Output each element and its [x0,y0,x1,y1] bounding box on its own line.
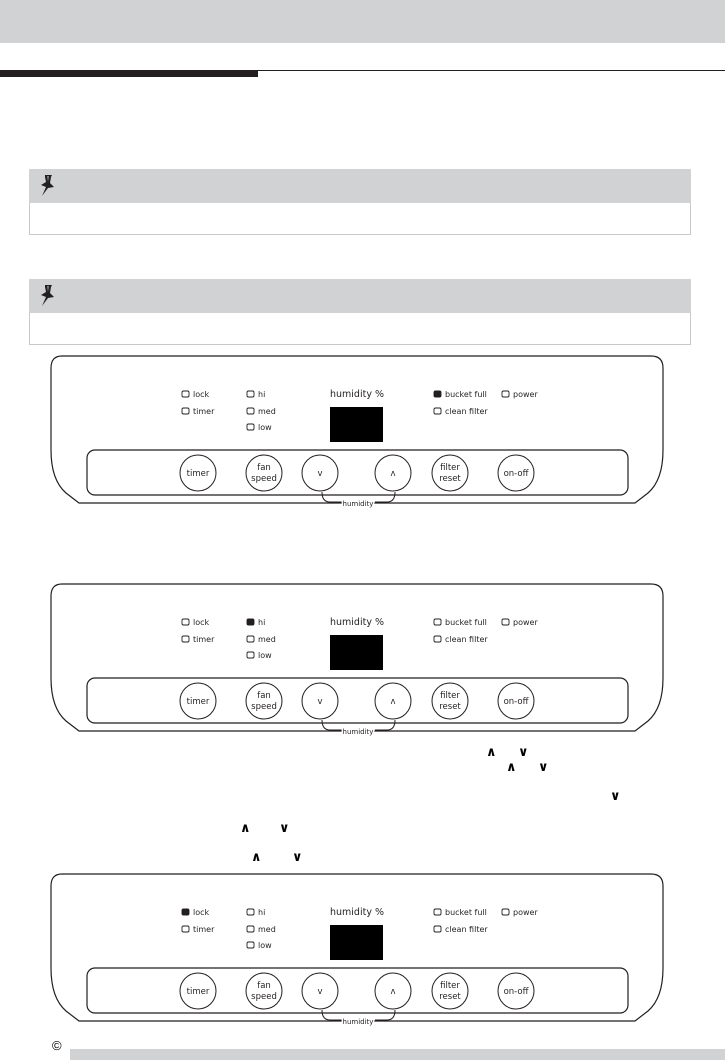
humidity-display [330,925,383,960]
timer-button[interactable] [180,683,216,719]
filter-reset-button-circle[interactable] [432,973,468,1009]
header-band [0,0,725,43]
humidity-up-button[interactable] [375,455,411,491]
section-rule-thin [258,70,725,71]
down-arrow-icon: ∨ [292,850,303,865]
panel-svg [50,355,664,512]
humidity-up-button-label: ʌ [390,697,396,707]
humidity-down-button-label: v [317,697,323,707]
filter-reset-button-circle[interactable] [432,683,468,719]
fan-speed-button-label-1: fan [257,691,271,701]
fan-speed-button-circle[interactable] [246,683,282,719]
filter-reset-button-label-1: filter [440,981,460,991]
humidity-down-button-label: v [317,987,323,997]
lock-label: lock [193,390,210,399]
fan-hi-label: hi [258,618,266,627]
humidity-display [330,407,383,442]
on-off-button-label: on-off [503,469,529,479]
timer-indicator [182,408,189,414]
timer-indicator [182,926,189,932]
bucket-full-label: bucket full [445,390,487,399]
lock-indicator [182,619,189,625]
bucket-full-indicator [434,619,441,625]
fan-low-indicator [247,424,254,430]
fan-speed-button-circle[interactable] [246,455,282,491]
fan-hi-indicator [247,619,254,625]
note-box [29,169,691,235]
humidity-percent-label: humidity % [330,907,384,918]
humidity-down-button[interactable] [302,683,338,719]
fan-hi-indicator [247,909,254,915]
power-indicator [502,619,509,625]
fan-med-indicator [247,636,254,642]
filter-reset-button-label-1: filter [440,691,460,701]
fan-speed-button-label-2: speed [251,474,277,484]
note-body [29,203,691,235]
down-arrow-icon: ∨ [538,760,549,775]
humidity-up-button-label: ʌ [390,469,396,479]
filter-reset-button-label-2: reset [439,702,461,712]
filter-reset-button[interactable] [432,683,468,719]
fan-low-indicator [247,652,254,658]
clean-filter-label: clean filter [445,635,488,644]
button-strip [87,968,628,1013]
panel-svg [50,583,664,740]
timer-label: timer [193,407,215,416]
lock-label: lock [193,908,210,917]
fan-med-label: med [258,925,276,934]
timer-button-label: timer [186,697,210,707]
bucket-full-label: bucket full [445,908,487,917]
on-off-button[interactable] [498,455,534,491]
filter-reset-button-label-1: filter [440,463,460,473]
note-body [29,313,691,345]
on-off-button[interactable] [498,973,534,1009]
up-arrow-icon: ∧ [486,745,497,760]
up-arrow-icon: ∧ [251,850,262,865]
fan-med-indicator [247,926,254,932]
humidity-display [330,635,383,670]
clean-filter-label: clean filter [445,407,488,416]
lock-indicator [182,909,189,915]
section-rule-thick [0,70,258,77]
panel-svg [50,873,664,1030]
fan-speed-button-circle[interactable] [246,973,282,1009]
fan-speed-button[interactable] [246,683,282,719]
down-arrow-icon: ∨ [610,789,621,804]
fan-speed-button-label-1: fan [257,981,271,991]
pushpin-icon [37,173,59,199]
humidity-up-button-label: ʌ [390,987,396,997]
bucket-full-label: bucket full [445,618,487,627]
fan-low-indicator [247,942,254,948]
humidity-up-button[interactable] [375,973,411,1009]
fan-hi-indicator [247,391,254,397]
humidity-up-button[interactable] [375,683,411,719]
fan-speed-button-label-1: fan [257,463,271,473]
copyright-symbol: © [52,1038,62,1053]
bucket-full-indicator [434,391,441,397]
timer-label: timer [193,635,215,644]
humidity-bracket-label: humidity [342,500,374,508]
humidity-bracket-label: humidity [342,1018,374,1026]
clean-filter-indicator [434,926,441,932]
power-indicator [502,909,509,915]
fan-low-label: low [258,423,272,432]
control-panel [50,873,664,1030]
timer-label: timer [193,925,215,934]
timer-button-label: timer [186,469,210,479]
pushpin-icon [37,283,59,309]
humidity-bracket-label: humidity [342,728,374,736]
fan-hi-label: hi [258,390,266,399]
note-header [29,169,691,203]
button-strip [87,678,628,723]
fan-med-indicator [247,408,254,414]
lock-indicator [182,391,189,397]
on-off-button-label: on-off [503,987,529,997]
fan-hi-label: hi [258,908,266,917]
humidity-percent-label: humidity % [330,617,384,628]
note-header [29,279,691,313]
clean-filter-label: clean filter [445,925,488,934]
on-off-button[interactable] [498,683,534,719]
timer-indicator [182,636,189,642]
filter-reset-button[interactable] [432,973,468,1009]
fan-speed-button[interactable] [246,455,282,491]
bucket-full-indicator [434,909,441,915]
on-off-button-label: on-off [503,697,529,707]
timer-button-label: timer [186,987,210,997]
button-strip [87,450,628,495]
power-label: power [513,390,538,399]
lock-label: lock [193,618,210,627]
humidity-down-button[interactable] [302,973,338,1009]
up-arrow-icon: ∧ [506,760,517,775]
power-label: power [513,908,538,917]
fan-speed-button-label-2: speed [251,992,277,1002]
timer-button[interactable] [180,973,216,1009]
humidity-down-button[interactable] [302,455,338,491]
filter-reset-button-label-2: reset [439,474,461,484]
power-label: power [513,618,538,627]
note-box [29,279,691,345]
fan-low-label: low [258,941,272,950]
clean-filter-indicator [434,636,441,642]
clean-filter-indicator [434,408,441,414]
fan-low-label: low [258,651,272,660]
timer-button[interactable] [180,455,216,491]
humidity-percent-label: humidity % [330,389,384,400]
filter-reset-button-label-2: reset [439,992,461,1002]
control-panel [50,355,664,512]
fan-speed-button-label-2: speed [251,702,277,712]
down-arrow-icon: ∨ [518,745,529,760]
filter-reset-button[interactable] [432,455,468,491]
fan-med-label: med [258,407,276,416]
footer-band [70,1049,725,1060]
down-arrow-icon: ∨ [279,821,290,836]
control-panel [50,583,664,740]
fan-speed-button[interactable] [246,973,282,1009]
power-indicator [502,391,509,397]
humidity-down-button-label: v [317,469,323,479]
up-arrow-icon: ∧ [240,821,251,836]
filter-reset-button-circle[interactable] [432,455,468,491]
fan-med-label: med [258,635,276,644]
